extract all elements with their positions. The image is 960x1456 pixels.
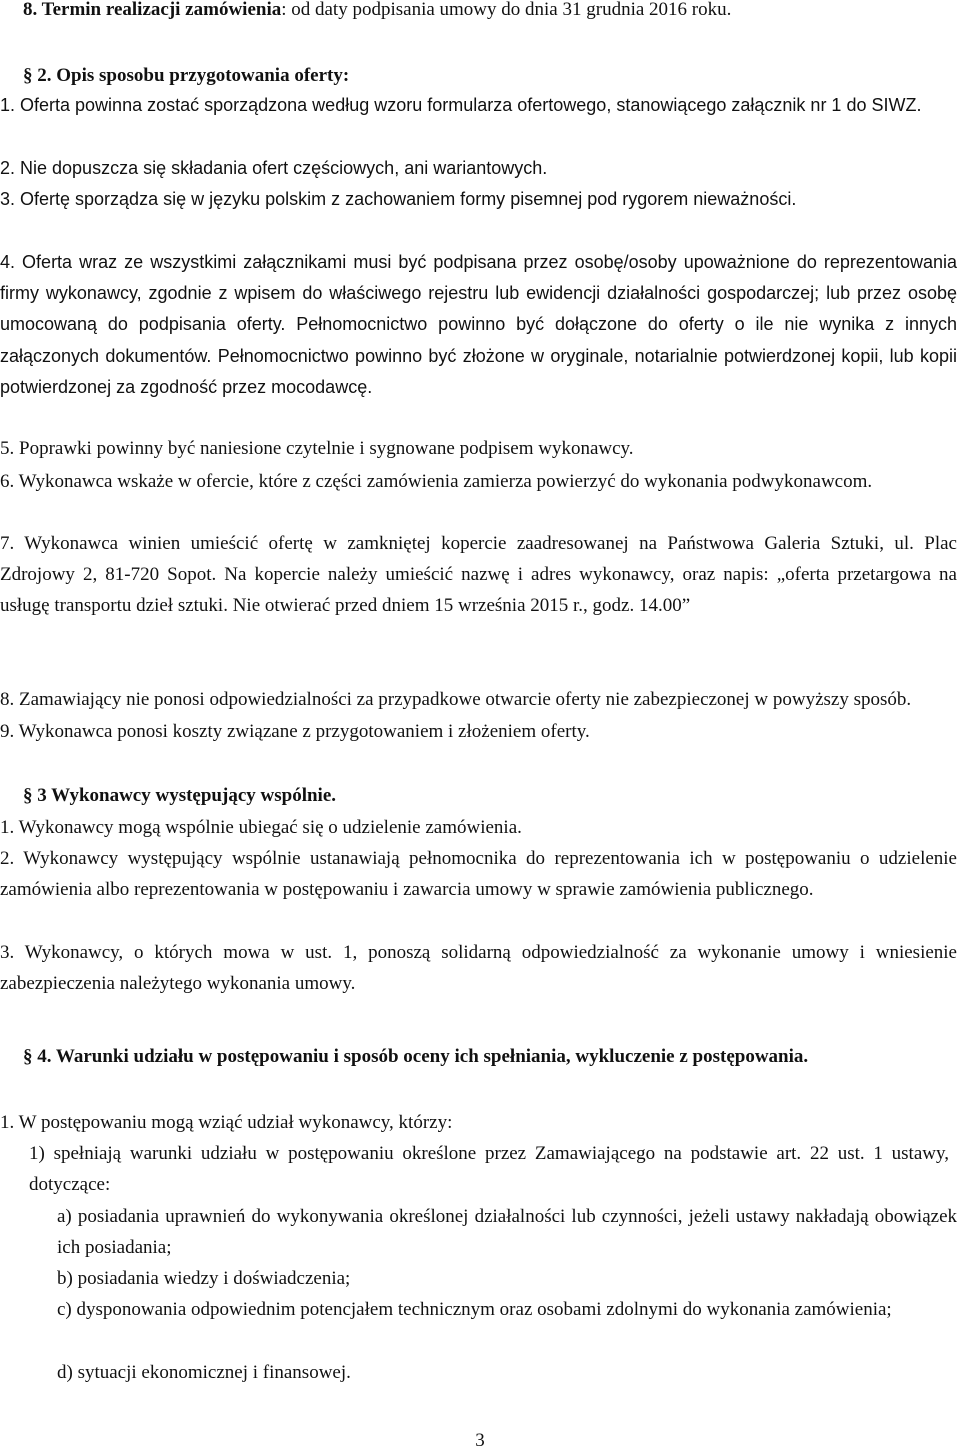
item-2-5: 5. Poprawki powinny być naniesione czytelnie i sygnowane podpisem wykonawcy. [0,438,634,459]
page-number: 3 [475,1430,485,1451]
item-2-3: 3. Ofertę sporządza się w języku polskim z zachowaniem formy pisemnej pod rygorem nieważności. [0,189,797,209]
item-4-1-1-b: b) posiadania wiedzy i doświadczenia; [57,1268,351,1289]
item-2-1: 1. Oferta powinna zostać sporządzona według wzoru formularza ofertowego, stanowiącego załącznik nr 1 do SIWZ. [0,95,922,115]
item-3-2: 2. Wykonawcy występujący wspólnie ustanawiają pełnomocnika do reprezentowania ich w postępowaniu o udzielenie zamówienia albo reprezentowania w postępowaniu i zawarcia umowy w sprawie zamówienia publicznego. [0,848,957,901]
heading-section-4: § 4. Warunki udziału w postępowaniu i sposób oceny ich spełniania, wykluczenie z postępowania. [23,1046,809,1067]
item-4-1: 1. W postępowaniu mogą wziąć udział wykonawcy, którzy: [0,1112,453,1133]
item-4-1-1-c: c) dysponowania odpowiednim potencjałem technicznym oraz osobami zdolnymi do wykonania zamówienia; [57,1299,892,1320]
heading-section-3: § 3 Wykonawcy występujący wspólnie. [23,785,336,806]
heading-section-2: § 2. Opis sposobu przygotowania oferty: [23,65,350,86]
item-2-6: 6. Wykonawca wskaże w ofercie, które z części zamówienia zamierza powierzyć do wykonania podwykonawcom. [0,471,873,492]
item-2-4: 4. Oferta wraz ze wszystkimi załącznikami musi być podpisana przez osobę/osoby upoważnione do reprezentowania firmy wykonawcy, zgodnie z wpisem do właściwego rejestru lub ewidencji działalności gospodarczej; lub przez osobę umocowaną do podpisania oferty. Pełnomocnictwo powinno być dołączone do oferty o ile nie wynika z innych załączonych dokumentów. Pełnomocnictwo powinno być złożone w oryginale, notarialnie potwierdzonej kopii, lub kopii potwierdzonej za zgodność przez mocodawcę. [0,252,957,397]
item-2-7: 7. Wykonawca winien umieścić ofertę w zamkniętej kopercie zaadresowanej na Państwowa Galeria Sztuki, ul. Plac Zdrojowy 2, 81-720 Sopot. Na kopercie należy umieścić nazwę i adres wykonawcy, oraz napis: „oferta przetargowa na usługę transportu dzieł sztuki. Nie otwierać przed dniem 15 września 2015 r., godz. 14.00” [0,533,957,617]
item-4-1-1-a: a) posiadania uprawnień do wykonywania określonej działalności lub czynności, jeżeli ustawy nakładają obowiązek ich posiadania; [57,1206,957,1259]
item-2-2: 2. Nie dopuszcza się składania ofert częściowych, ani wariantowych. [0,158,548,178]
item-2-9: 9. Wykonawca ponosi koszty związane z przygotowaniem i złożeniem oferty. [0,721,590,742]
item-2-8: 8. Zamawiający nie ponosi odpowiedzialności za przypadkowe otwarcie oferty nie zabezpieczonej w powyższy sposób. [0,689,912,710]
item-4-1-1-d: d) sytuacji ekonomicznej i finansowej. [57,1362,351,1383]
paragraph-termin: 8. Termin realizacji zamówienia: od daty podpisania umowy do dnia 31 grudnia 2016 roku. [23,0,732,20]
item-3-3: 3. Wykonawcy, o których mowa w ust. 1, ponoszą solidarną odpowiedzialność za wykonanie umowy i wniesienie zabezpieczenia należytego wykonania umowy. [0,942,957,995]
item-4-1-1: 1) spełniają warunki udziału w postępowaniu określone przez Zamawiającego na podstawie art. 22 ust. 1 ustawy, dotyczące: [29,1143,949,1196]
item-3-1: 1. Wykonawcy mogą wspólnie ubiegać się o udzielenie zamówienia. [0,817,522,838]
